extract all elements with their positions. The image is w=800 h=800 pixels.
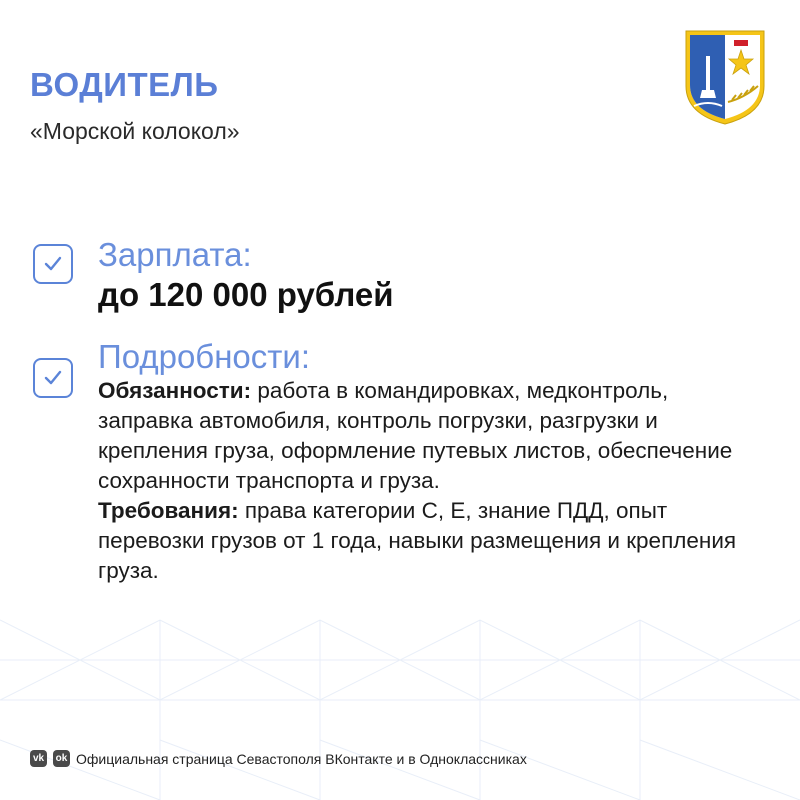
details-text bbox=[98, 376, 748, 586]
duties-label: Обязанности: bbox=[98, 378, 252, 403]
duties-text: работа в командировках, медконтроль, заправка автомобиля, контроль погрузки, разгрузки и крепления груза, оформление путевых листов, обеспечение сохранности транспорта и груза. bbox=[98, 378, 733, 493]
coat-of-arms-icon bbox=[682, 28, 768, 126]
checkbox-icon bbox=[33, 358, 73, 398]
footer-text: Официальная страница Севастополя ВКонтакте и в Одноклассниках bbox=[76, 750, 527, 767]
checkbox-icon bbox=[33, 244, 73, 284]
requirements-label: Требования: bbox=[98, 498, 239, 523]
details-label: Подробности: bbox=[98, 338, 311, 375]
requirements-text: права категории С, Е, знание ПДД, опыт перевозки грузов от 1 года, навыки размещения и крепления груза. bbox=[98, 498, 737, 583]
salary-value: до 120 000 рублей bbox=[98, 276, 394, 313]
vk-icon[interactable]: vk bbox=[30, 750, 47, 767]
page-title: ВОДИТЕЛЬ bbox=[30, 66, 219, 103]
salary-label: Зарплата: bbox=[98, 236, 252, 273]
page-subtitle: «Морской колокол» bbox=[30, 118, 240, 144]
footer bbox=[30, 750, 527, 767]
odnoklassniki-icon[interactable]: ok bbox=[53, 750, 70, 767]
